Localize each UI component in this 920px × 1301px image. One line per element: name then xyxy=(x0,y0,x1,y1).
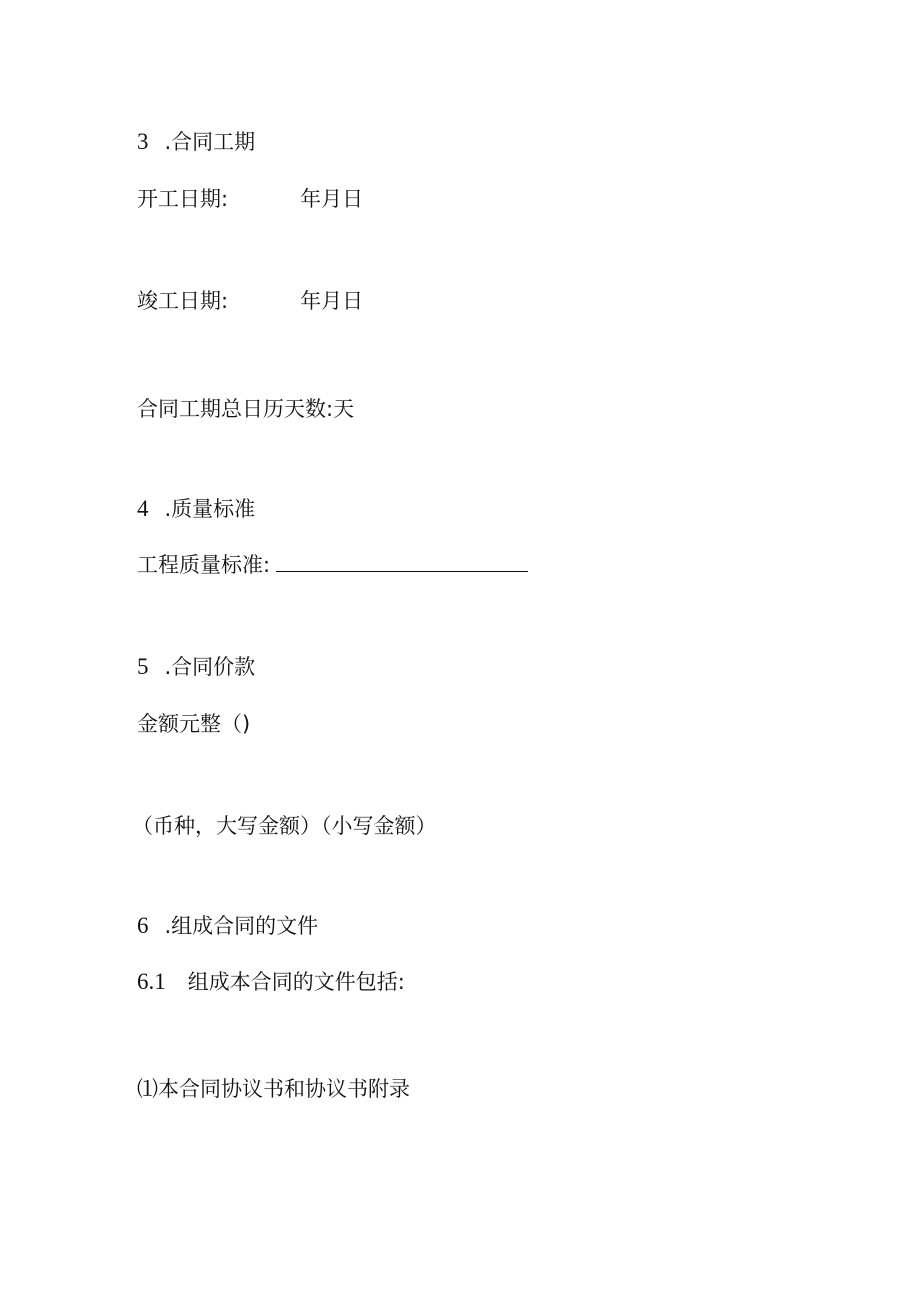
total-days-text: 合同工期总日历天数:天 xyxy=(137,397,355,421)
start-date-line xyxy=(137,185,363,213)
start-date-value: 年月日 xyxy=(300,187,364,211)
amount-note-text: （币种，大写金额）（小写金额） xyxy=(132,814,437,838)
section-6-heading xyxy=(137,912,318,940)
end-date-line xyxy=(137,287,363,315)
amount-note-line xyxy=(132,812,437,840)
amount-text: 金额元整（) xyxy=(137,712,251,736)
section-number: 6 xyxy=(137,913,149,938)
section-title: .组成合同的文件 xyxy=(164,914,319,938)
quality-standard-label: 工程质量标准: xyxy=(137,553,271,577)
document-item-text: ⑴本合同协议书和协议书附录 xyxy=(137,1077,410,1101)
document-item-1 xyxy=(137,1075,410,1103)
subsection-title: 组成本合同的文件包括: xyxy=(187,970,405,994)
section-number: 3 xyxy=(137,129,149,154)
start-date-label: 开工日期: xyxy=(137,187,229,211)
end-date-label: 竣工日期: xyxy=(137,289,229,313)
section-title: .合同价款 xyxy=(164,655,256,679)
quality-standard-blank xyxy=(276,553,528,572)
total-days-line xyxy=(137,395,354,423)
section-3-heading xyxy=(137,128,255,156)
section-6-1-heading xyxy=(137,968,405,996)
quality-standard-line xyxy=(137,551,528,579)
section-5-heading xyxy=(137,653,255,681)
section-number: 5 xyxy=(137,654,149,679)
section-title: .合同工期 xyxy=(164,130,256,154)
end-date-value: 年月日 xyxy=(300,289,364,313)
subsection-number: 6.1 xyxy=(137,969,166,994)
section-4-heading xyxy=(137,495,255,523)
section-title: .质量标准 xyxy=(164,497,256,521)
section-number: 4 xyxy=(137,496,149,521)
amount-line xyxy=(137,710,250,738)
